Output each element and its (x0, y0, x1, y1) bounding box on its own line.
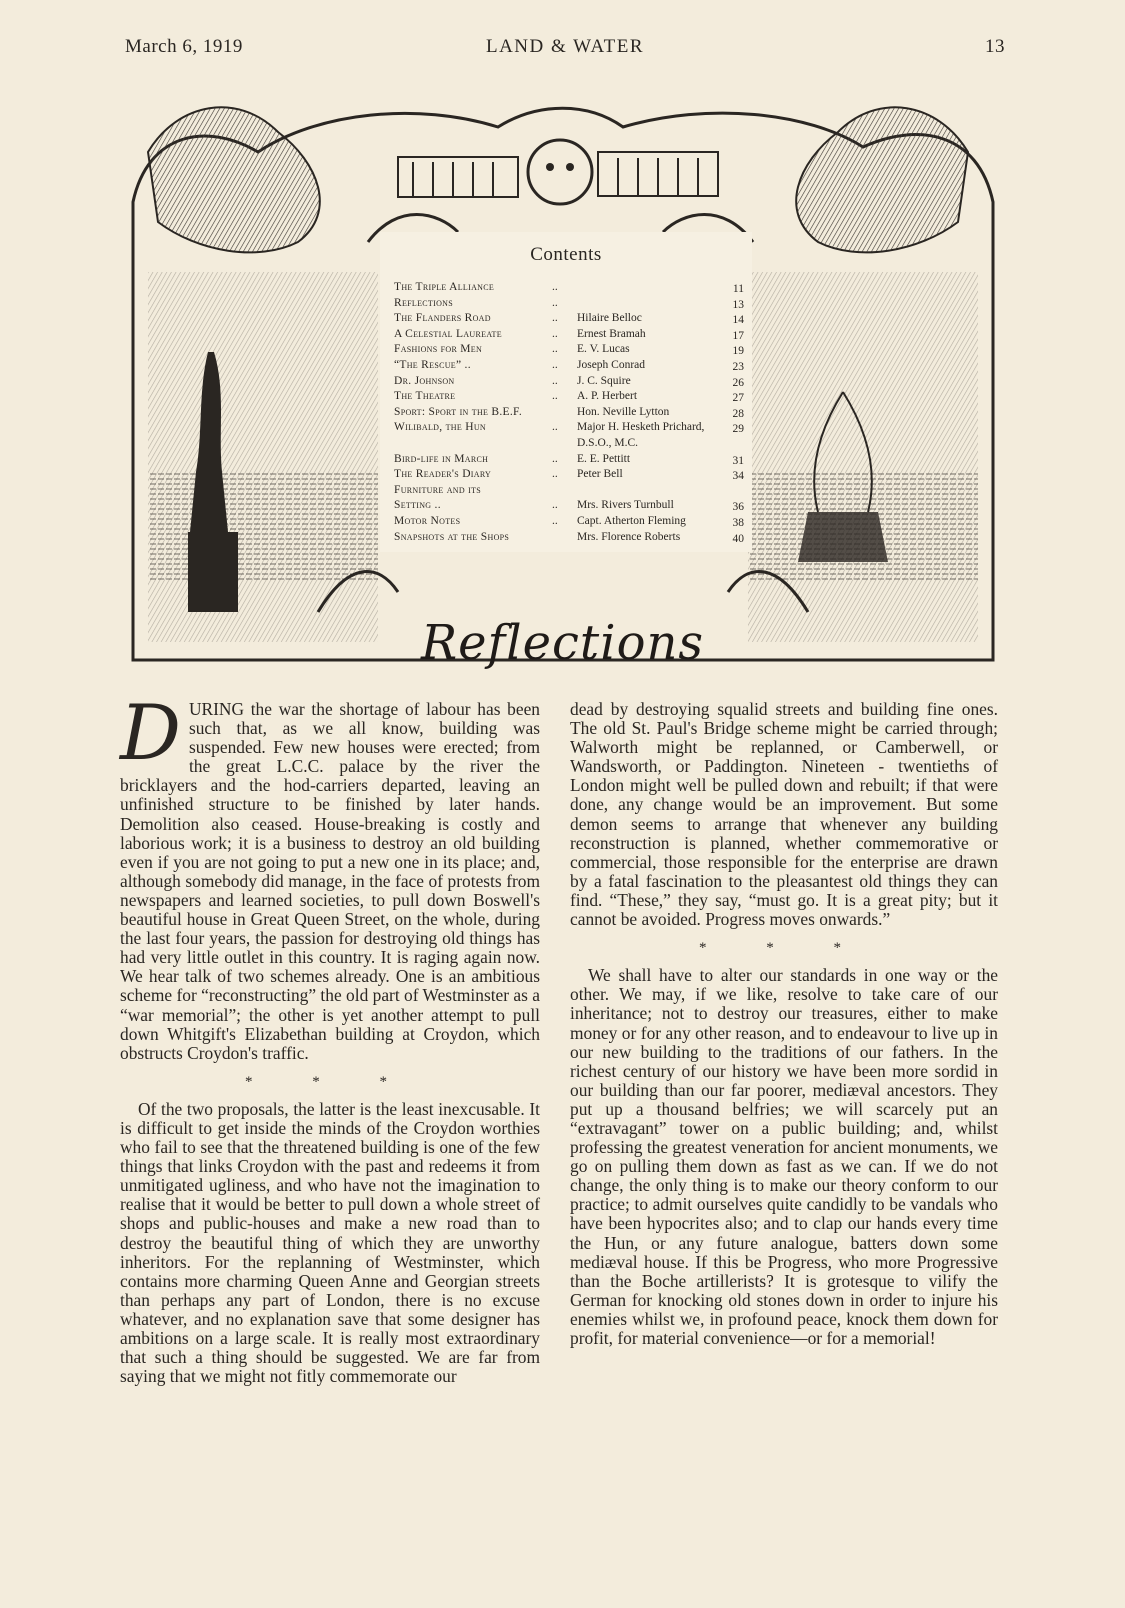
contents-entry-page: 27 (732, 392, 744, 405)
section-break: * * * (245, 1073, 415, 1090)
contents-entry-author: Joseph Conrad (577, 358, 646, 371)
contents-entry-page: 28 (732, 407, 744, 420)
contents-entry-title: Motor Notes (394, 514, 461, 527)
contents-entry-page: 29 (732, 423, 744, 436)
contents-entry (394, 498, 744, 514)
contents-entry-leader: .. (552, 421, 558, 434)
contents-entry (394, 327, 744, 343)
contents-entry (394, 358, 744, 374)
section-break: * * * (699, 940, 869, 957)
contents-entry-page: 38 (732, 516, 744, 529)
contents-entry-author: Capt. Atherton Fleming (577, 514, 686, 527)
running-head (125, 36, 1005, 66)
contents-entry (394, 280, 744, 296)
contents-entry (394, 389, 744, 405)
article-paragraph (120, 688, 540, 1063)
contents-entry-author: A. P. Herbert (577, 390, 638, 403)
contents-entry-title: The Flanders Road (394, 312, 491, 325)
contents-entry-page: 26 (732, 376, 744, 389)
contents-entry-leader: .. (552, 452, 558, 465)
contents-entry-leader: .. (552, 296, 558, 309)
contents-entry (394, 374, 744, 390)
contents-entry-leader: .. (552, 312, 558, 325)
article-column-left (120, 688, 540, 1387)
contents-entry-leader: .. (552, 327, 558, 340)
section-heading: Reflections (420, 615, 705, 671)
contents-entry-leader: .. (552, 343, 558, 356)
page-number: 13 (985, 36, 1005, 57)
contents-entry-title: Setting .. (394, 499, 441, 512)
contents-entry-leader: .. (552, 390, 558, 403)
contents-entry-author: Hilaire Belloc (577, 312, 642, 325)
contents-entry-author: E. V. Lucas (577, 343, 630, 356)
contents-entry-leader: .. (552, 281, 558, 293)
article-paragraph: Of the two proposals, the latter is the least inexcusable. It is difficult to get inside the minds of the Croydon worthies who fail to see that the threatened building is one of the few things that links Croydon with the past and redeems it from unmitigated ugliness, and who have not the imagination to realise that it would be better to pull down a whole street of shops and public-houses and make a new road than to destroy the beautiful thing of which they are unworthy inheritors. For the replanning of Westminster, which contains more charming Queen Anne and Georgian streets than perhaps any part of London, there is no excuse whatever, and no explanation save that some designer has ambitions on a large scale. It is really most extraordinary that such a thing should be suggested. We are far from saying that we might not fitly commemorate our (120, 1098, 540, 1387)
contents-entry-author: Peter Bell (577, 468, 623, 481)
contents-entry-page: 19 (732, 345, 744, 358)
contents-entry-title: The Theatre (394, 390, 456, 403)
contents-entry-page: 36 (732, 501, 744, 514)
contents-entry-leader: .. (552, 514, 558, 527)
contents-entry-leader: .. (552, 468, 558, 481)
contents-entry-title: Bird-life in March (394, 452, 489, 465)
contents-entry-leader: .. (552, 358, 558, 371)
article-paragraph: dead by destroying squalid streets and building fine ones. The old St. Paul's Bridge scheme might be carried through; Walworth might be replanned, or Camberwell, or Wandsworth, or Paddington. Nineteen - twentieths of London might well be pulled down and rebuilt; if that were done, any change would be an improvement. But some demon seems to arrange that whenever any building reconstruction is planned, whether commemorative or commercial, those responsible for the enterprise are drawn by a fatal fascination to the pleasantest old things they can find. “These,” they say, “must go. It is a great pity; but it cannot be avoided. Progress moves onwards.” (570, 699, 998, 930)
contents-entry-author: Mrs. Rivers Turnbull (577, 499, 674, 512)
contents-entry-author: Major H. Hesketh Prichard, D.S.O., M.C. (577, 421, 705, 449)
contents-entry-title: Sport: Sport in the B.E.F. (394, 405, 523, 418)
contents-entry (394, 514, 744, 530)
contents-entry-author: Mrs. Florence Roberts (577, 530, 681, 543)
contents-entry-title: “The Rescue” .. (394, 358, 471, 371)
contents-entry-title: Fashions for Men (394, 343, 483, 356)
paragraph-text: URING the war the shortage of labour has been such that, as we all know, building was suspended. Few new houses were erected; from the great L.C.C. palace by the river the bricklayers and the hod-carriers departed, leaving an unfinished structure to be finished by later hands. Demolition also ceased. House-breaking is costly and laborious work; it is a business to destroy an old building even if you are not going to put a new one in its place; and, although somebody did manage, in the face of protests from newspapers and learned societies, to pull down Boswell's beautiful house in Great Queen Street, on the whole, during the last four years, the passion for destroying old things has had very little outlet in this country. It is raging again now. We hear talk of two schemes already. One is an ambitious scheme for “reconstructing” the old part of Westminster as a “war memorial”; the other is yet another attempt to pull down Whitgift's Elizabethan building at Croydon, which obstructs Croydon's traffic. (120, 699, 540, 1063)
contents-entry-page: 11 (732, 283, 744, 295)
contents-entry-title: The Triple Alliance (394, 281, 495, 293)
contents-entry-title: Reflections (394, 296, 453, 309)
contents-entry-leader: .. (552, 499, 558, 512)
contents-entry-page: 40 (732, 532, 744, 545)
contents-entry-page: 23 (732, 360, 744, 373)
contents-entry (394, 420, 744, 451)
contents-entry-title: Dr. Johnson (394, 374, 455, 387)
contents-entry-title: Furniture and its (394, 483, 482, 496)
contents-title: Contents (530, 244, 602, 265)
magazine-title: LAND & WATER (485, 36, 645, 57)
contents-entry-title: The Reader's Diary (394, 468, 492, 481)
contents-entry-author: Hon. Neville Lytton (577, 405, 670, 418)
contents-entry-author: J. C. Squire (577, 374, 631, 387)
contents-entry (394, 467, 744, 483)
contents-entry (394, 296, 744, 312)
contents-entry-author: E. E. Pettitt (577, 452, 631, 465)
contents-entry (394, 483, 744, 499)
contents-entry-page: 34 (732, 470, 744, 483)
contents-entry (394, 405, 744, 421)
contents-box (380, 232, 752, 552)
article-paragraph: We shall have to alter our standards in one way or the other. We may, if we like, resolve to take care of our inheritance; not to destroy our treasures, either to make money or for any other reason, and to endeavour to live up in our new building to the traditions of our fathers. In the richest century of our history we have been more sordid in our building than our far poorer, mediæval ancestors. They put up a thousand belfries; we will scarcely put an “extravagant” tower on a public building; and, whilst professing the greatest veneration for ancient monuments, we go on pulling them down as fast as we can. If we do not change, the only thing is to make our theory conform to our practice; to admit ourselves quite candidly to be vandals who have been hypocrites also; and to clap our hands every time the Hun, or any future analogue, batters down some mediæval house. If this be Progress, who more Progressive than the Boche artillerists? It is grotesque to vilify the German for knocking old stones down in order to injure his enemies whilst we, in profound peace, knock them down for profit, for material convenience—or for a memorial! (570, 965, 998, 1348)
article-column-right (570, 700, 998, 1348)
contents-entry-page: 17 (732, 329, 744, 342)
drop-cap: D (120, 688, 181, 777)
contents-entry (394, 311, 744, 327)
contents-entry-page: 31 (732, 454, 744, 467)
contents-entry (394, 452, 744, 468)
contents-entry (394, 342, 744, 358)
contents-entry-leader: .. (552, 374, 558, 387)
contents-list (394, 280, 744, 545)
contents-entry (394, 530, 744, 546)
contents-entry-title: Snapshots at the Shops (394, 530, 510, 543)
contents-entry-page: 13 (732, 298, 744, 311)
issue-date: March 6, 1919 (125, 36, 243, 57)
contents-entry-title: Wilibald, the Hun (394, 421, 486, 434)
contents-entry-page: 14 (732, 314, 744, 327)
contents-entry-author: Ernest Bramah (577, 327, 646, 340)
contents-entry-title: A Celestial Laureate (394, 327, 502, 340)
